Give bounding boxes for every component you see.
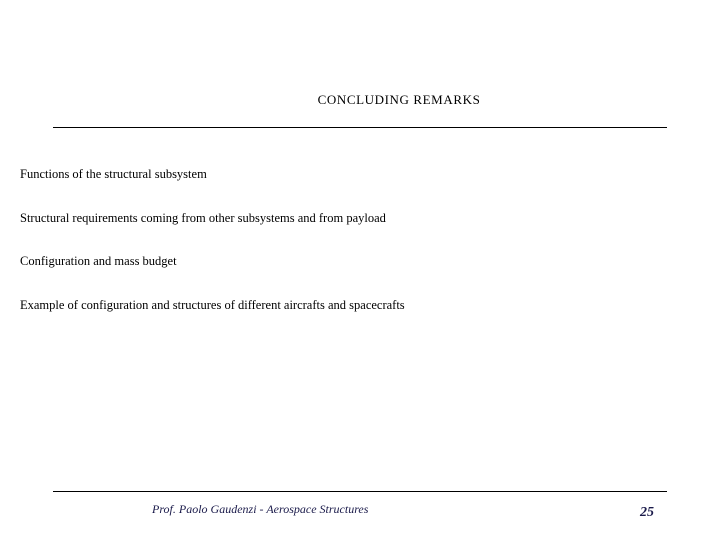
bullet-item: Configuration and mass budget bbox=[20, 254, 177, 268]
bullet-item: Example of configuration and structures of different aircrafts and spacecrafts bbox=[20, 297, 405, 312]
title-divider bbox=[53, 127, 667, 128]
slide-title: CONCLUDING REMARKS bbox=[317, 92, 481, 107]
footer-divider bbox=[53, 491, 667, 492]
bullet-list bbox=[20, 166, 405, 340]
bullet-item: Structural requirements coming from other subsystems and from payload bbox=[20, 210, 386, 225]
bullet-item: Functions of the structural subsystem bbox=[20, 167, 207, 181]
footer-author: Prof. Paolo Gaudenzi - Aerospace Structures bbox=[152, 502, 369, 516]
page-number: 25 bbox=[640, 505, 654, 520]
